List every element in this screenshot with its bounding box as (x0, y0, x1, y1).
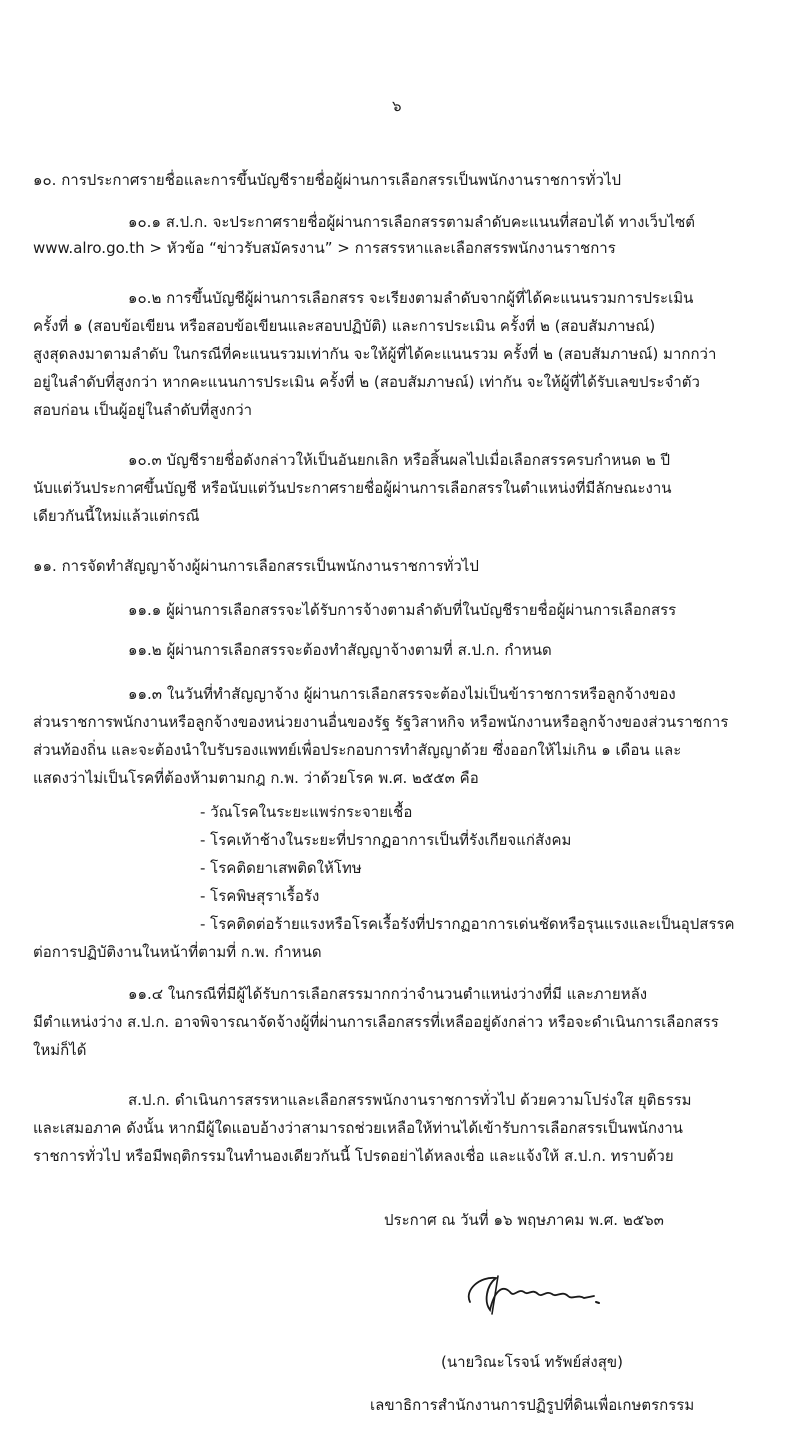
section-10-heading: ๑๐. การประกาศรายชื่อและการขึ้นบัญชีรายชื่อผู้ผ่านการเลือกสรรเป็นพนักงานราชการทั่วไป (33, 171, 622, 189)
section-10-3-line: นับแต่วันประกาศขึ้นบัญชี หรือนับแต่วันประกาศรายชื่อผู้ผ่านการเลือกสรรในตำแหน่งที่มีลักษณะงาน (33, 479, 672, 497)
section-10-2-line: สอบก่อน เป็นผู้อยู่ในลำดับที่สูงกว่า (33, 401, 253, 419)
disease-item: - โรคพิษสุราเรื้อรัง (200, 887, 320, 905)
disease-item: - โรคเท้าช้างในระยะที่ปรากฏอาการเป็นที่รังเกียจแก่สังคม (200, 831, 572, 849)
announce-date: ประกาศ ณ วันที่ ๑๖ พฤษภาคม พ.ศ. ๒๕๖๓ (384, 1211, 664, 1229)
closing-line: ส.ป.ก. ดำเนินการสรรหาและเลือกสรรพนักงานราชการทั่วไป ด้วยความโปร่งใส ยุติธรรม (128, 1091, 692, 1109)
section-11-3-line: ๑๑.๓ ในวันที่ทำสัญญาจ้าง ผู้ผ่านการเลือกสรรจะต้องไม่เป็นข้าราชการหรือลูกจ้างของ (128, 685, 676, 703)
section-10-3-line: เดียวกันนี้ใหม่แล้วแต่กรณี (33, 507, 200, 525)
section-11-4-line: มีตำแหน่งว่าง ส.ป.ก. อาจพิจารณาจัดจ้างผู้ที่ผ่านการเลือกสรรที่เหลืออยู่ดังกล่าว หรือจะดำเนินการเลือกสรร (33, 1013, 719, 1031)
section-10-2-line: ๑๐.๒ การขึ้นบัญชีผู้ผ่านการเลือกสรร จะเรียงตามลำดับจากผู้ที่ได้คะแนนรวมการประเมิน (128, 289, 694, 307)
closing-line: และเสมอภาค ดังนั้น หากมีผู้ใดแอบอ้างว่าสามารถช่วยเหลือให้ท่านได้เข้ารับการเลือกสรรเป็นพนักงาน (33, 1119, 683, 1137)
section-11-3-line: ส่วนราชการพนักงานหรือลูกจ้างของหน่วยงานอื่นของรัฐ รัฐวิสาหกิจ หรือพนักงานหรือลูกจ้างของส่วนราชการ (33, 713, 729, 731)
section-10-2-line: ครั้งที่ ๑ (สอบข้อเขียน หรือสอบข้อเขียนและสอบปฏิบัติ) และการประเมิน ครั้งที่ ๒ (สอบสัมภาษณ์) (33, 317, 656, 335)
section-10-1-line: ๑๐.๑ ส.ป.ก. จะประกาศรายชื่อผู้ผ่านการเลือกสรรตามลำดับคะแนนที่สอบได้ ทางเว็บไซต์ (128, 213, 696, 231)
section-11-2: ๑๑.๒ ผู้ผ่านการเลือกสรรจะต้องทำสัญญาจ้างตามที่ ส.ป.ก. กำหนด (128, 641, 552, 659)
signatory-title: เลขาธิการสำนักงานการปฏิรูปที่ดินเพื่อเกษตรกรรม (370, 1396, 695, 1414)
closing-line: ราชการทั่วไป หรือมีพฤติกรรมในทำนองเดียวกันนี้ โปรดอย่าได้หลงเชื่อ และแจ้งให้ ส.ป.ก. ทราบด้วย (33, 1147, 674, 1165)
signature-image (458, 1262, 608, 1322)
section-10-3-line: ๑๐.๓ บัญชีรายชื่อดังกล่าวให้เป็นอันยกเลิก หรือสิ้นผลไปเมื่อเลือกสรรครบกำหนด ๒ ปี (128, 451, 671, 469)
section-11-4-line: ๑๑.๔ ในกรณีที่มีผู้ได้รับการเลือกสรรมากกว่าจำนวนตำแหน่งว่างที่มี และภายหลัง (128, 985, 648, 1003)
signatory-name: (นายวิณะโรจน์ ทรัพย์ส่งสุข) (441, 1353, 623, 1371)
disease-item: - โรคติดยาเสพติดให้โทษ (200, 859, 362, 877)
section-11-4-line: ใหม่ก็ได้ (33, 1041, 87, 1059)
section-11-1: ๑๑.๑ ผู้ผ่านการเลือกสรรจะได้รับการจ้างตามลำดับที่ในบัญชีรายชื่อผู้ผ่านการเลือกสรร (128, 601, 677, 619)
section-11-3-line: แสดงว่าไม่เป็นโรคที่ต้องห้ามตามกฎ ก.พ. ว่าด้วยโรค พ.ศ. ๒๕๕๓ คือ (33, 769, 479, 787)
section-11-heading: ๑๑. การจัดทำสัญญาจ้างผู้ผ่านการเลือกสรรเป็นพนักงานราชการทั่วไป (33, 557, 479, 575)
section-10-2-line: อยู่ในลำดับที่สูงกว่า หากคะแนนการประเมิน ครั้งที่ ๒ (สอบสัมภาษณ์) เท่ากัน จะให้ผู้ที่ได้รับเลขประจำตัว (33, 373, 700, 391)
page-number: ๖ (392, 97, 402, 115)
disease-item: - โรคติดต่อร้ายแรงหรือโรคเรื้อรังที่ปรากฏอาการเด่นชัดหรือรุนแรงและเป็นอุปสรรค (200, 915, 735, 933)
section-10-1-line: www.alro.go.th > หัวข้อ “ข่าวรับสมัครงาน” > การสรรหาและเลือกสรรพนักงานราชการ (33, 239, 616, 257)
disease-item-continuation: ต่อการปฏิบัติงานในหน้าที่ตามที่ ก.พ. กำหนด (33, 943, 322, 961)
section-11-3-line: ส่วนท้องถิ่น และจะต้องนำใบรับรองแพทย์เพื่อประกอบการทำสัญญาด้วย ซึ่งออกให้ไม่เกิน ๑ เดือน และ (33, 741, 682, 759)
section-10-2-line: สูงสุดลงมาตามลำดับ ในกรณีที่คะแนนรวมเท่ากัน จะให้ผู้ที่ได้คะแนนรวม ครั้งที่ ๒ (สอบสัมภาษณ์) มากกว่า (33, 345, 717, 363)
disease-item: - วัณโรคในระยะแพร่กระจายเชื้อ (200, 803, 413, 821)
